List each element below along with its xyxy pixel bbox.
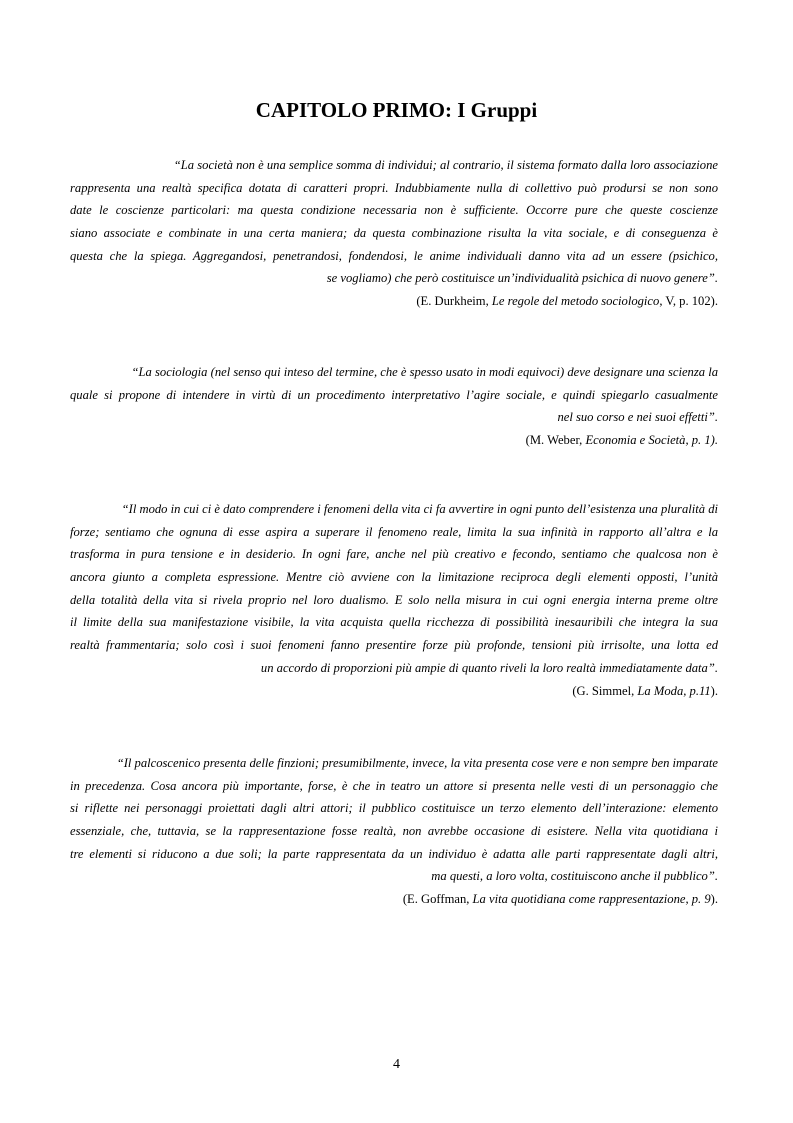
citation-suffix: ). bbox=[710, 683, 718, 698]
citation-suffix: ). bbox=[710, 892, 718, 907]
quote-line: se vogliamo) che però costituisce un’individualità psichica di nuovo genere”. bbox=[326, 271, 718, 286]
quote-line: “La sociologia (nel senso qui inteso del termine, che è spesso usato in modi equivoci) deve designare una scienza la bbox=[131, 365, 718, 379]
quote-line: “Il palcoscenico presenta delle finzioni; presumibilmente, invece, la vita presenta cose vere e non sempre ben imparate bbox=[116, 756, 718, 770]
quote-line: il limite della sua manifestazione visibile, la vita acquista quella ricchezza di possibilità inesauribili che integra la sua bbox=[70, 615, 718, 630]
citation-simmel bbox=[70, 680, 718, 703]
citation-work: Economia e Società, p. 1). bbox=[585, 433, 718, 448]
quote-line: “Il modo in cui ci è dato comprendere i fenomeni della vita ci fa avvertire in ogni punto dell’esistenza una pluralità di bbox=[121, 502, 718, 516]
quote-line: trasforma in pura tensione e in desiderio. In ogni fare, anche nel più creativo e fecondo, sentiamo che qualcosa non è bbox=[70, 547, 718, 562]
quote-line: nel suo corso e nei suoi effetti”. bbox=[557, 410, 718, 425]
quote-line: un accordo di proporzioni più ampie di quanto riveli la loro realtà immediatamente data”. bbox=[260, 660, 718, 675]
quote-line: date le coscienze particolari: ma questa condizione necessaria non è sufficiente. Occorre pure che queste coscienze bbox=[70, 203, 718, 218]
epigraph-goffman bbox=[70, 752, 718, 911]
page-number: 4 bbox=[393, 1057, 400, 1072]
epigraph-durkheim bbox=[70, 154, 718, 313]
quote-line: realtà frammentaria; solo così i suoi fenomeni fanno presentire forze più profonde, tensioni più irrisolte, una lotta ed bbox=[70, 638, 718, 653]
citation-author: (E. Durkheim, bbox=[416, 294, 492, 309]
citation-author: (G. Simmel, bbox=[572, 683, 638, 698]
citation-goffman bbox=[70, 888, 718, 911]
citation-weber bbox=[70, 429, 718, 452]
citation-author: (M. Weber, bbox=[525, 433, 586, 448]
epigraph-simmel bbox=[70, 498, 718, 702]
citation-work: La Moda, p.11 bbox=[637, 683, 711, 698]
epigraph-weber bbox=[70, 361, 718, 452]
chapter-title: CAPITOLO PRIMO: I Gruppi bbox=[255, 98, 538, 122]
quote-line: “La società non è una semplice somma di individui; al contrario, il sistema formato dalla loro associazione bbox=[173, 158, 718, 172]
quote-line: si riflette nei personaggi proiettati dagli altri attori; il pubblico costituisce un terzo elemento dell’interazione: elemento bbox=[70, 801, 718, 816]
quote-line: ma questi, a loro volta, costituiscono anche il pubblico”. bbox=[431, 869, 718, 884]
quote-line: della totalità della vita si rivela proprio nel loro dualismo. E solo nella misura in cui ogni energia interna preme oltre bbox=[70, 592, 718, 607]
citation-suffix: , V, p. 102). bbox=[659, 294, 718, 309]
quote-line: in precedenza. Cosa ancora più importante, forse, è che in teatro un attore si presenta nelle vesti di un personaggio che bbox=[70, 778, 718, 793]
quote-line: forze; sentiamo che ognuna di esse aspira a superare il fenomeno reale, limita la sua infinità in rapporto all’altra e la bbox=[70, 524, 718, 539]
quote-line: essenziale, che, tuttavia, se la rappresentazione fosse realtà, non avrebbe occasione di esistere. Nella vita quotidiana i bbox=[70, 824, 718, 839]
quote-line: ancora giunto a completa espressione. Mentre ciò avviene con la limitazione reciproca degli elementi opposti, l’unità bbox=[70, 570, 718, 585]
quote-line: questa che la spiega. Aggregandosi, penetrandosi, fondendosi, le anime individuali danno vita ad un essere (psichico, bbox=[70, 248, 718, 263]
quote-line: rappresenta una realtà specifica dotata di caratteri propri. Indubbiamente nulla di collettivo può prodursi se non sono bbox=[70, 180, 718, 195]
citation-author: (E. Goffman, bbox=[402, 892, 473, 907]
citation-durkheim bbox=[70, 290, 718, 313]
citation-work: Le regole del metodo sociologico bbox=[491, 294, 660, 309]
quote-line: quale si propone di intendere in virtù di un procedimento interpretativo l’agire sociale, e quindi spiegarlo casualmente bbox=[70, 387, 718, 402]
citation-work: La vita quotidiana come rappresentazione, p. 9 bbox=[472, 892, 711, 907]
quote-line: tre elementi si riducono a due soli; la parte rappresentata da un individuo è adatta alle parti rappresentate dagli altri, bbox=[70, 846, 718, 861]
quote-line: siano associate e combinate in una certa maniera; da questa combinazione risulta la vita sociale, e di conseguenza è bbox=[70, 226, 718, 241]
